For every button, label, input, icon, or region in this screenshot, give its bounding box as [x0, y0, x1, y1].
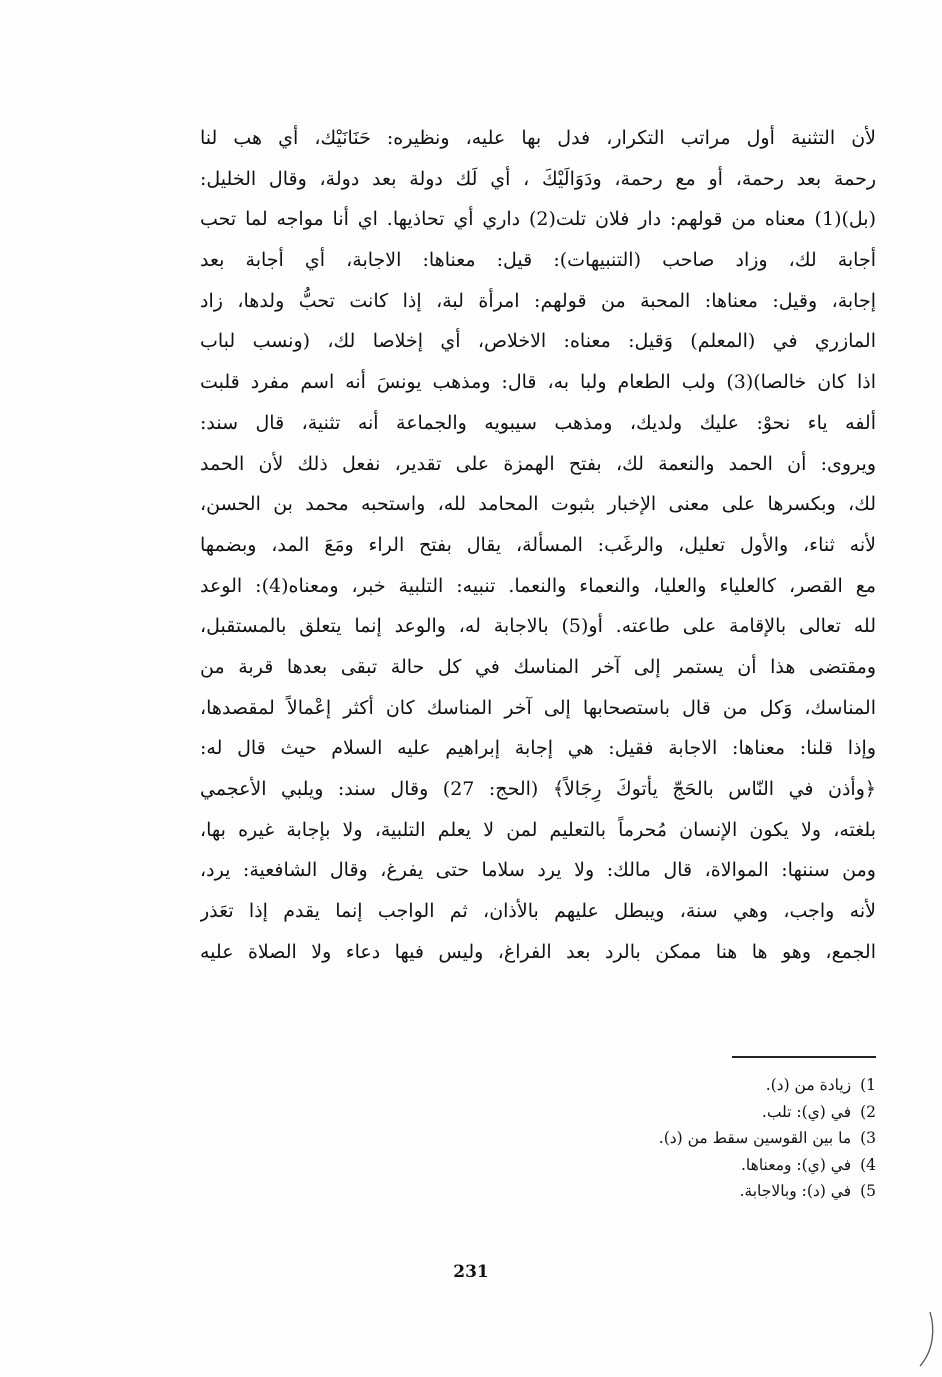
footnote	[300, 1099, 876, 1126]
footnote-text: في (د): وبالاجابة.	[739, 1182, 852, 1200]
footnote-number: 1)	[860, 1076, 876, 1094]
footnote-number: 2)	[860, 1102, 876, 1121]
footnote-number: 3)	[860, 1129, 876, 1147]
text-line: لأنه واجب، وهي سنة، ويبطل عليهم بالأذان، ثم الواجب إنما يقدم إذا تعَذر	[200, 900, 876, 923]
footnote-text: في (ي): تلب.	[761, 1102, 852, 1121]
text-line: المناسك، وَكل من قال باستصحابها إلى آخر المناسك كان أكثر إعْمالاً لمقصدها،	[200, 696, 876, 719]
text-line: ألفه ياء نحوْ: عليك ولديك، ومذهب سيبويه والجماعة أنه تثنية، قال سند:	[200, 411, 876, 434]
text-line: إجابة، وقيل: معناها: المحبة من قولهم: امرأة لبة، إذا كانت تحبُّ ولدها، زاد	[200, 289, 876, 312]
text-line: اذا كان خالصا)(3) ولب الطعام ولبا به، قال: ومذهب يونسَ أنه اسم مفرد قلبت	[200, 371, 876, 394]
footnote	[300, 1152, 876, 1179]
footnote-text: في (ي): ومعناها.	[741, 1155, 852, 1174]
footnote-number: 5)	[860, 1182, 876, 1200]
footnote-text: ما بين القوسين سقط من (د).	[658, 1129, 852, 1147]
footnote-divider	[732, 1056, 876, 1058]
text-line: أجابة لك، وزاد صاحب (التنبيهات): قيل: معناها: الاجابة، أي أجابة بعد	[200, 249, 876, 272]
footnote	[300, 1072, 876, 1099]
text-line: (بل)(1) معناه من قولهم: دار فلان تلت(2) داري أي تحاذيها. اي أنا مواجه لما تحب	[200, 208, 876, 231]
text-line: بلغته، ولا يكون الإنسان مُحرماً بالتعليم لمن لا يعلم التلبية، ولا بإجابة غيره بها،	[200, 818, 876, 841]
footnotes	[300, 1072, 876, 1205]
text-line: لأنه ثناء، والأول تعليل، والرغَب: المسألة، يقال بفتح الراء ومَعَ المد، وبضمها	[200, 533, 876, 556]
text-line: لأن التثنية أول مراتب التكرار، فدل بها عليه، ونظيره: حَنَانَيْك، أي هب لنا	[200, 127, 876, 149]
footnote-text: زيادة من (د).	[765, 1076, 852, 1094]
text-line: المازري في (المعلم) وَقيل: معناه: الاخلاص، أي إخلاصا لك، (ونسب لباب	[200, 330, 876, 353]
text-line: الجمع، وهو ها هنا ممكن بالرد بعد الفراغ، وليس فيها دعاء ولا الصلاة عليه	[200, 940, 876, 963]
main-text	[200, 118, 876, 972]
text-line: ويروى: أن الحمد والنعمة لك، بفتح الهمزة على تقدير، نفعل ذلك لأن الحمد	[200, 452, 876, 475]
page-edge-mark	[916, 1310, 936, 1368]
footnote	[300, 1125, 876, 1152]
text-line: لله تعالى بالإقامة على طاعته. أو(5) بالاجابة له، والوعد إنما يتعلق بالمستقبل،	[200, 615, 876, 638]
page-number: 231	[453, 1262, 489, 1282]
text-line: مع القصر، كالعلياء والعليا، والنعماء والنعما. تنبيه: التلبية خبر، ومعناه(4): الوعد	[200, 574, 876, 597]
text-line: ومقتضى هذا أن يستمر إلى آخر المناسك في كل حالة تبقى بعدها قربة من	[200, 655, 876, 678]
footnote-number: 4)	[860, 1155, 876, 1174]
text-line: لك، وبكسرها على معنى الإخبار بثبوت المحامد لله، واستحبه محمد بن الحسن،	[200, 493, 876, 516]
text-line: رحمة بعد رحمة، أو مع رحمة، ودَوَالَيْكَ ، أي لَك دولة بعد دولة، وقال الخليل:	[200, 167, 876, 190]
footnote	[300, 1178, 876, 1205]
text-line: ﴿وأذن في النّاس بالحَجّ يأتوكَ رِجَالاً﴾ (الحج: 27) وقال سند: ويلبي الأعجمي	[200, 778, 876, 800]
text-line: وإذا قلنا: معناها: الاجابة فقيل: هي إجابة إبراهيم عليه السلام حيث قال له:	[200, 737, 876, 760]
text-line: ومن سننها: الموالاة، قال مالك: ولا يرد سلاما حتى يفرغ، وقال الشافعية: يرد،	[200, 859, 876, 882]
